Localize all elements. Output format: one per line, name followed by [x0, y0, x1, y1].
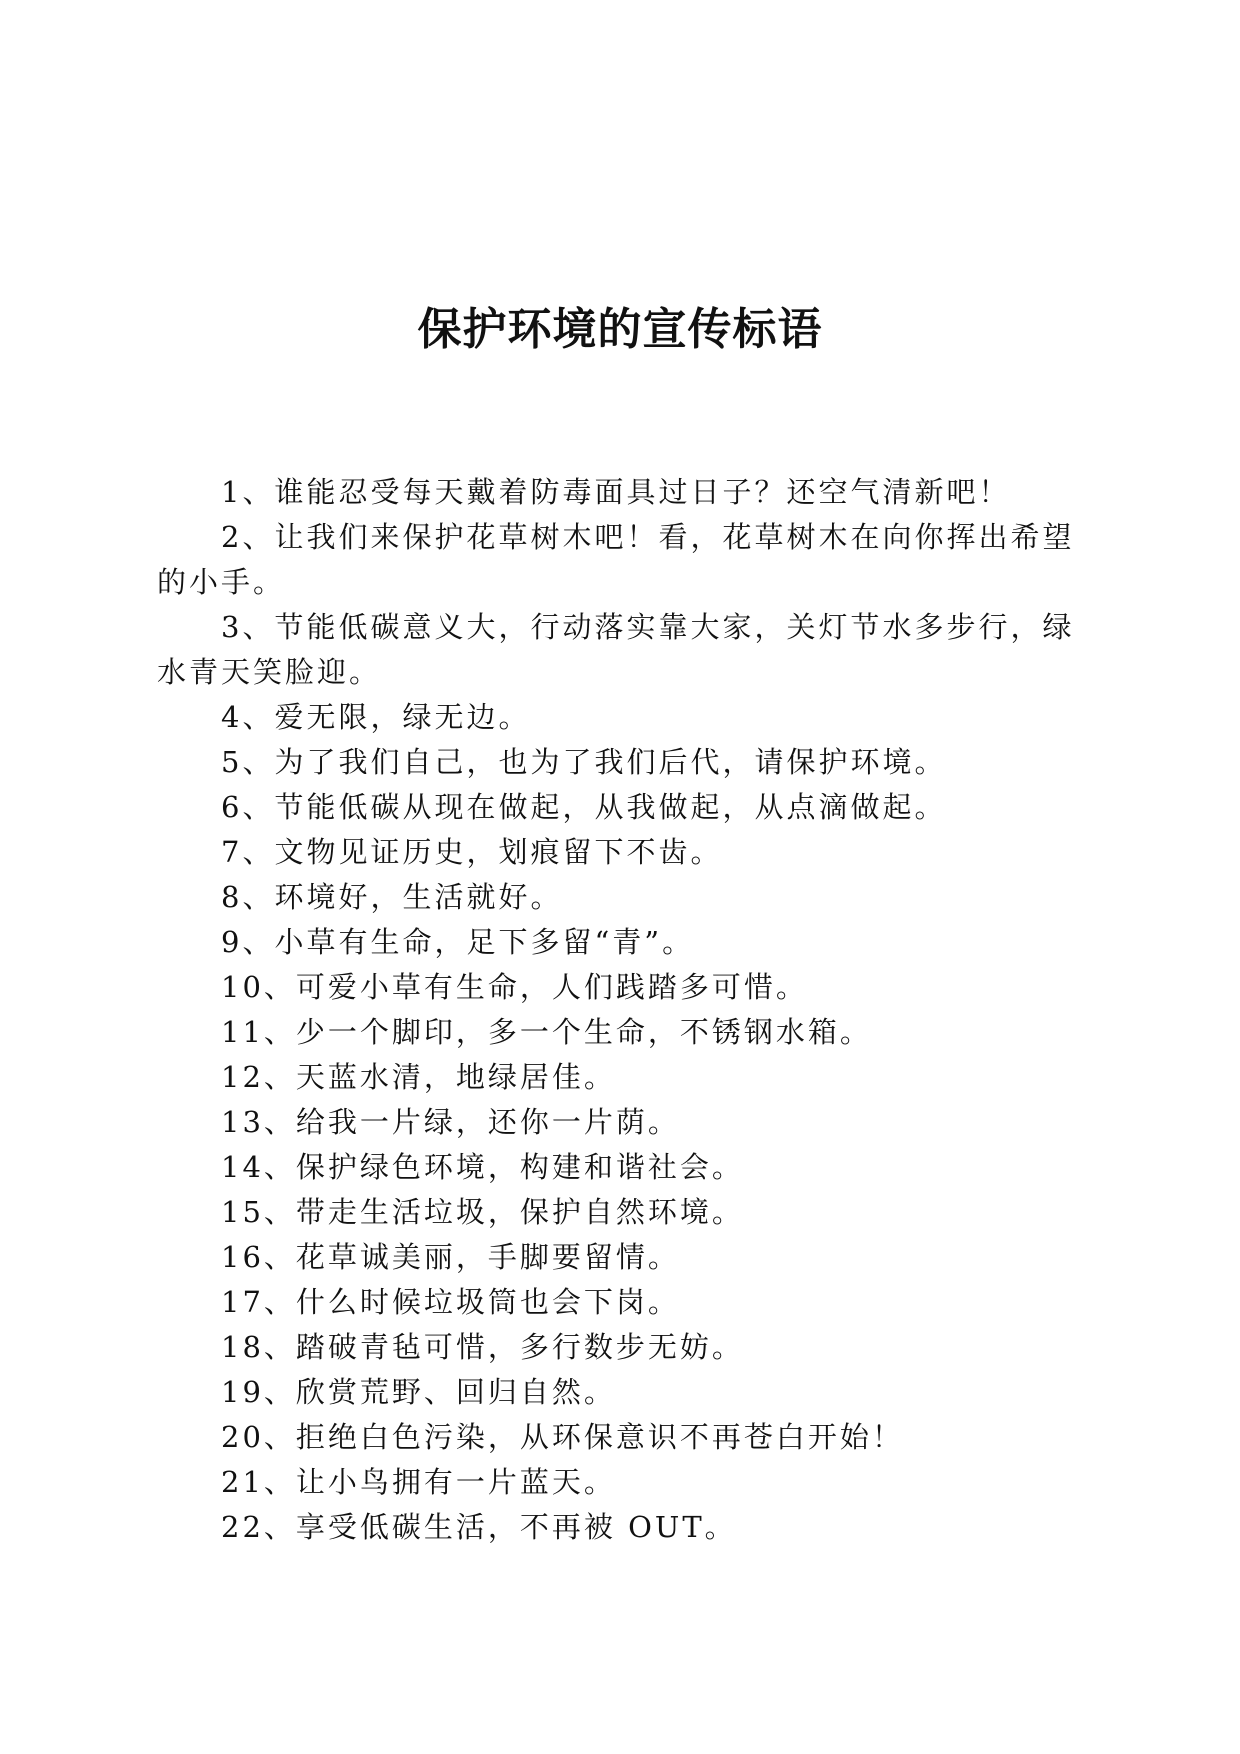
list-item: 13、给我一片绿，还你一片荫。 [221, 1105, 680, 1139]
list-item: 10、可爱小草有生命，人们践踏多可惜。 [221, 970, 808, 1004]
list-item: 21、让小鸟拥有一片蓝天。 [221, 1465, 616, 1499]
list-item: 2、让我们来保护花草树木吧！看，花草树木在向你挥出希望的小手。 [157, 520, 1075, 599]
list-item: 14、保护绿色环境，构建和谐社会。 [221, 1150, 744, 1184]
list-item: 9、小草有生命，足下多留“青”。 [221, 925, 695, 959]
list-item: 18、踏破青毡可惜，多行数步无妨。 [221, 1330, 744, 1364]
list-item: 15、带走生活垃圾，保护自然环境。 [221, 1195, 744, 1229]
list-item: 6、节能低碳从现在做起，从我做起，从点滴做起。 [221, 790, 947, 824]
list-item: 7、文物见证历史，划痕留下不齿。 [221, 835, 723, 869]
list-item: 8、环境好，生活就好。 [221, 880, 563, 914]
list-item: 22、享受低碳生活，不再被 OUT。 [221, 1510, 737, 1544]
list-item: 16、花草诚美丽，手脚要留情。 [221, 1240, 680, 1274]
list-item: 1、谁能忍受每天戴着防毒面具过日子？还空气清新吧！ [221, 475, 1011, 509]
list-item: 19、欣赏荒野、回归自然。 [221, 1375, 616, 1409]
list-item: 11、少一个脚印，多一个生命，不锈钢水箱。 [221, 1015, 872, 1049]
list-item: 17、什么时候垃圾筒也会下岗。 [221, 1285, 680, 1319]
list-item: 4、爱无限，绿无边。 [221, 700, 531, 734]
page-title: 保护环境的宣传标语 [417, 304, 823, 355]
list-item: 20、拒绝白色污染，从环保意识不再苍白开始！ [221, 1420, 904, 1454]
list-item: 5、为了我们自己，也为了我们后代，请保护环境。 [221, 745, 947, 779]
list-item: 3、节能低碳意义大，行动落实靠大家，关灯节水多步行，绿水青天笑脸迎。 [157, 610, 1075, 689]
slogan-list [157, 470, 1087, 1550]
list-item: 12、天蓝水清，地绿居佳。 [221, 1060, 616, 1094]
